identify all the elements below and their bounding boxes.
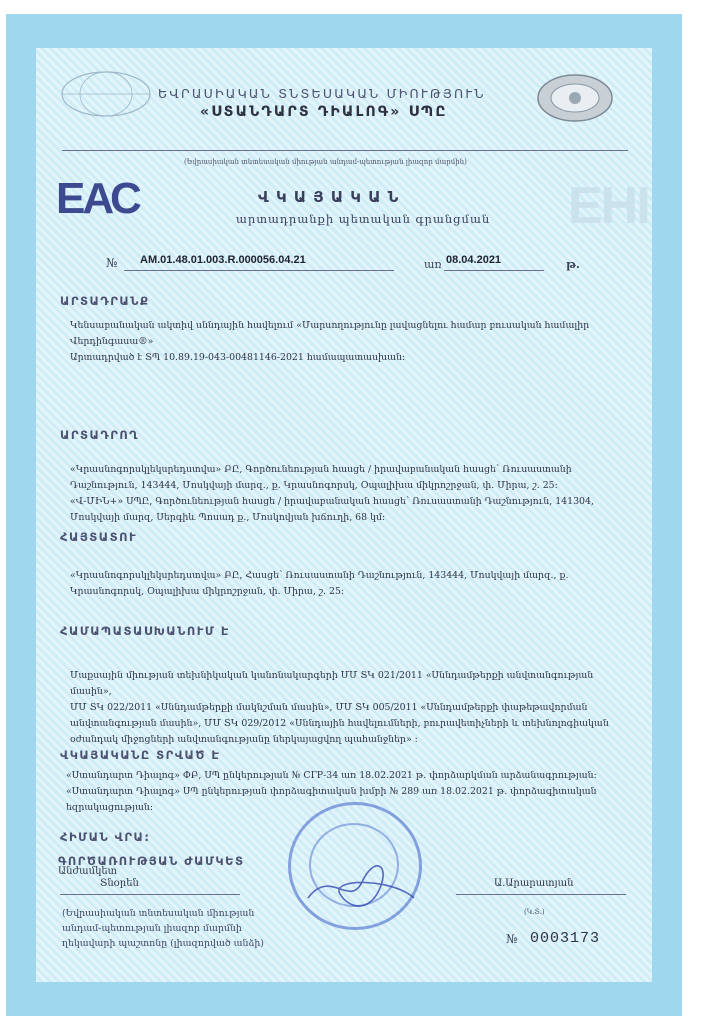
emblem-globe-icon — [58, 68, 154, 120]
footer-note-line: ղեկավարի պաշտոնը (լիազորված անձի) — [62, 938, 264, 949]
issued-line: «Ստանդարտ Դիալոգ» ՓԲ, ՍՊ ընկերության № СГР-34 առ 18.02.2021 թ. փորձարկման արձանագրության: — [66, 770, 597, 781]
org-name-line1: ԵՎՐԱՍԻԱԿԱՆ ՏՆՏԵՍԱԿԱՆ ՄԻՈՒԹՅՈՒՆ — [158, 86, 486, 101]
applicant-line: Կրասնոգորսկ, Օպալիխա միկրոշրջան, փ. Միրա, շ. 25: — [70, 586, 345, 597]
issued-line: եզրակացության: — [66, 802, 154, 813]
reg-date: 08.04.2021 — [446, 254, 502, 266]
conformity-line: օժանդակ միջոցների անվտանգությանը ներկայացվող պահանջներ» : — [70, 734, 418, 745]
footer-note-line: (Եվրասիական տնտեսական միության — [62, 908, 255, 919]
validity-heading: ԳՈՐԾԱՌՈՒԹՅԱՆ ԺԱՄԿԵՏ — [58, 854, 245, 868]
name-underline — [456, 894, 626, 895]
section-applicant-text — [70, 568, 630, 600]
title-main: Վ Կ Ա Յ Ա Կ Ա Ն — [258, 188, 400, 206]
issued-line: «Ստանդարտ Դիալոգ» ՍՊ ընկերության փորձագիտական խմբի № 289 առ 18.02.2021 թ. փորձագիտական — [66, 786, 597, 797]
reg-number-prefix: № — [106, 256, 118, 270]
section-heading-conformity: ՀԱՄԱՊԱՏԱՍԽԱՆՈՒՄ Է — [60, 624, 230, 638]
conformity-line: ՄՄ ՏԿ 022/2011 «Սննդամթերքի մակնշման մասին», ՄՄ ՏԿ 005/2011 «Սննդամթերքի փաթեթավորման — [70, 702, 588, 713]
section-manufacturer-text — [70, 462, 630, 526]
manufacturer-line: Մոսկվայի մարզ, Սերգիև Պոսադ ք., Մոսկովյան խճուղի, 68 կմ: — [70, 512, 386, 523]
footer-note-line: անդամ-պետության լիազոր մարմնի — [62, 923, 242, 934]
product-line: Արտադրված է ՏՊ 10.89.19-043-00481146-2021 համապատասխան: — [70, 352, 406, 363]
conformity-line: անվտանգության մասին», ՄՄ ՏԿ 029/2012 «Սննդային հավելումների, բուրավետիչների և տեխնոլոգիական — [70, 718, 609, 729]
manufacturer-line: «Վ-ՄԻՆ+» ՍՊԸ, Գործունեության հասցե / իրավաբանական հասցե՝ Ռուսաստանի Դաշնություն, 141304, — [70, 496, 594, 507]
header-divider — [62, 150, 628, 151]
reg-date-label: առ — [424, 258, 442, 271]
footer-note — [62, 906, 264, 951]
manufacturer-line: «Կրասնոգորսկլեկսրեդստվա» ԲԸ, Գործունեության հասցե / իրավաբանական հասցե՝ Ռուսաստանի — [70, 464, 572, 475]
conformity-line: Մաքսային միության տեխնիկական կանոնակարգերի ՄՄ ՏԿ 021/2011 «Սննդամթերքի անվտանգության մասին», — [70, 670, 594, 697]
section-conformity-text — [70, 668, 630, 748]
section-heading-applicant: ՀԱՅՏԱՏՈՒ — [60, 530, 138, 544]
section-heading-product: ԱՐՏԱԴՐԱՆՔ — [60, 294, 150, 308]
validity-note: Անժամկետ — [58, 866, 117, 877]
applicant-line: «Կրասնոգորսկլեկսրեդստվա» ԲԸ, Հասցե՝ Ռուսաստանի Դաշնություն, 143444, Մոսկվայի մարզ., ք. — [70, 570, 569, 581]
hologram-icon — [536, 72, 614, 124]
director-underline — [60, 894, 240, 895]
reg-number: AM.01.48.01.003.R.000056.04.21 — [140, 254, 306, 266]
section-heading-notes: ՀԻՄԱՆ ՎՐԱ: — [60, 830, 151, 844]
section-heading-issued: ՎԿԱՅԱԿԱՆԸ ՏՐՎԱԾ Է — [60, 748, 221, 762]
director-label: Տնօրեն — [100, 878, 139, 889]
stamp-place: (Կ.Տ.) — [524, 908, 545, 916]
product-line: Կենսաբանական ակտիվ սննդային հավելում «Մարսողությունը լավացնելու համար բուսական համալիր — [70, 320, 590, 331]
serial-prefix: № — [506, 932, 518, 946]
reg-date-underline — [444, 270, 544, 271]
title-sub: արտադրանքի պետական գրանցման — [236, 212, 491, 226]
org-name-line2: «ՍՏԱՆԴԱՐՏ ԴԻԱԼՈԳ» ՍՊԸ — [200, 104, 448, 120]
director-name: Ա.Արարատյան — [494, 878, 574, 889]
reg-number-underline — [124, 270, 394, 271]
product-line: Վերդինգասա®» — [70, 336, 154, 347]
manufacturer-line: Դաշնություն, 143444, Մոսկվայի մարզ., ք. Կրասնոգորսկ, Օպալիխա միկրոշրջան, փ. Միրա, շ. 25: — [70, 480, 558, 491]
section-heading-manufacturer: ԱՐՏԱԴՐՈՂ — [60, 428, 140, 442]
watermark: EHI — [568, 177, 649, 235]
section-product-text — [70, 318, 630, 366]
serial-number: 0003173 — [530, 930, 601, 947]
reg-year-suffix: թ. — [566, 258, 580, 271]
signature-image — [300, 858, 420, 914]
org-note: (Եվրասիական տնտեսական միության անդամ-պետության լիազոր մարմին) — [184, 158, 467, 166]
eac-logo: ЕАС — [56, 174, 139, 223]
